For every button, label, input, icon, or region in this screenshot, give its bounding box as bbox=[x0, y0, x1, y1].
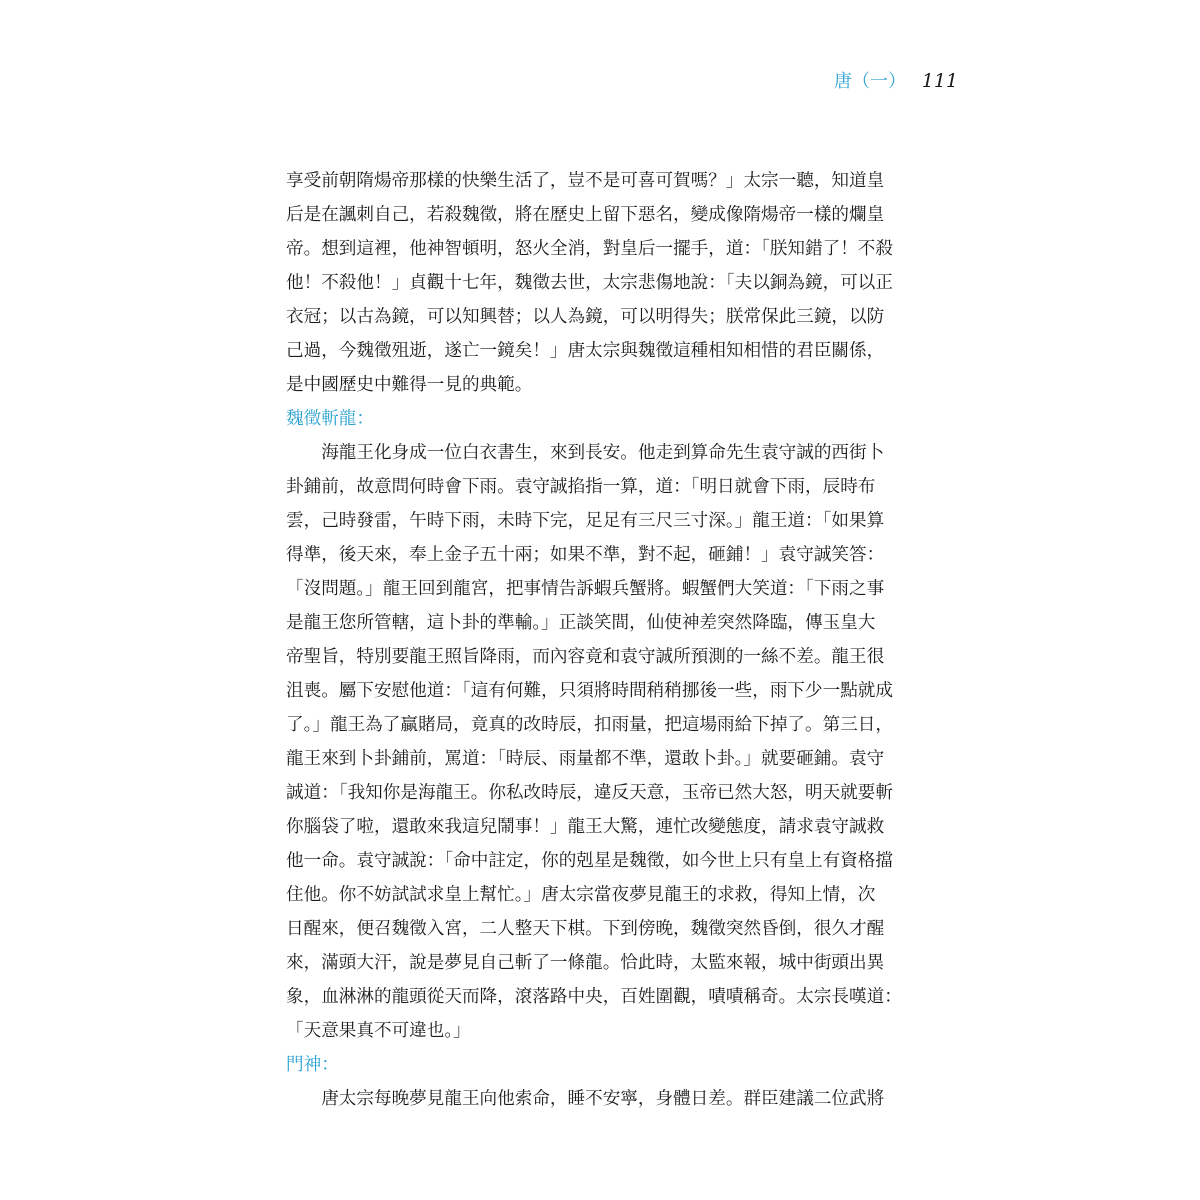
text-line: 后是在諷刺自己，若殺魏徵，將在歷史上留下惡名，變成像隋煬帝一樣的爛皇 bbox=[286, 205, 885, 225]
text-line: 「天意果真不可違也。」 bbox=[286, 1021, 471, 1041]
text-line: 龍王來到卜卦鋪前，罵道：「時辰、雨量都不準，還敢卜卦。」就要砸鋪。袁守 bbox=[286, 749, 885, 769]
text-line: 來，滿頭大汗，說是夢見自己斬了一條龍。恰此時，太監來報，城中街頭出異 bbox=[286, 953, 885, 973]
text-line: 衣冠；以古為鏡，可以知興替；以人為鏡，可以明得失；朕常保此三鏡，以防 bbox=[286, 307, 885, 327]
text-line: 住他。你不妨試試求皇上幫忙。」唐太宗當夜夢見龍王的求救，得知上情，次 bbox=[286, 885, 876, 905]
text-line: 帝。想到這裡，他神智頓明，怒火全消，對皇后一擺手，道：「朕知錯了！不殺 bbox=[286, 239, 893, 259]
text-line: 享受前朝隋煬帝那樣的快樂生活了，豈不是可喜可賀嗎？」太宗一聽，知道皇 bbox=[286, 171, 885, 191]
text-line: 己過，今魏徵殂逝，遂亡一鏡矣！」唐太宗與魏徵這種相知相惜的君臣關係， bbox=[286, 341, 885, 361]
text-line: 象，血淋淋的龍頭從天而降，滾落路中央，百姓圍觀，嘖嘖稱奇。太宗長嘆道： bbox=[286, 987, 902, 1007]
chapter-title: 唐（一） bbox=[834, 71, 906, 92]
text-line: 日醒來，便召魏徵入宮，二人整天下棋。下到傍晚，魏徵突然昏倒，很久才醒 bbox=[286, 919, 885, 939]
text-line: 你腦袋了啦，還敢來我這兒鬧事！」龍王大驚，連忙改變態度，請求袁守誠救 bbox=[286, 817, 885, 837]
body-text bbox=[286, 164, 916, 1116]
text-line: 卦鋪前，故意問何時會下雨。袁守誠掐指一算，道：「明日就會下雨，辰時布 bbox=[286, 477, 876, 497]
text-line: 「沒問題。」龍王回到龍宮，把事情告訴蝦兵蟹將。蝦蟹們大笑道：「下雨之事 bbox=[286, 579, 885, 599]
text-line: 他！不殺他！」貞觀十七年，魏徵去世，太宗悲傷地說：「夫以銅為鏡，可以正 bbox=[286, 273, 893, 293]
text-line: 誠道：「我知你是海龍王。你私改時辰，違反天意，玉帝已然大怒，明天就要斬 bbox=[286, 783, 893, 803]
section-heading-menshen: 門神： bbox=[286, 1055, 339, 1075]
text-line: 了。」龍王為了贏賭局，竟真的改時辰，扣雨量，把這場雨給下掉了。第三日， bbox=[286, 715, 893, 735]
text-line: 是龍王您所管轄，這卜卦的準輸。」正談笑間，仙使神差突然降臨，傳玉皇大 bbox=[286, 613, 876, 633]
page-number: 111 bbox=[921, 70, 958, 92]
text-line: 海龍王化身成一位白衣書生，來到長安。他走到算命先生袁守誠的西街卜 bbox=[286, 443, 885, 463]
running-header bbox=[834, 68, 958, 95]
text-line: 沮喪。屬下安慰他道：「這有何難，只須將時間稍稍挪後一些，雨下少一點就成 bbox=[286, 681, 893, 701]
section-heading-weizheng-zhanlong: 魏徵斬龍： bbox=[286, 409, 374, 429]
text-line: 他一命。袁守誠說：「命中註定，你的剋星是魏徵，如今世上只有皇上有資格擋 bbox=[286, 851, 893, 871]
text-line: 唐太宗每晚夢見龍王向他索命，睡不安寧，身體日差。群臣建議二位武將 bbox=[286, 1089, 885, 1109]
text-line: 帝聖旨，特別要龍王照旨降雨，而內容竟和袁守誠所預測的一絲不差。龍王很 bbox=[286, 647, 885, 667]
text-line: 是中國歷史中難得一見的典範。 bbox=[286, 375, 533, 395]
text-line: 得準，後天來，奉上金子五十兩；如果不準，對不起，砸鋪！」袁守誠笑答： bbox=[286, 545, 885, 565]
text-line: 雲，己時發雷，午時下雨，未時下完，足足有三尺三寸深。」龍王道：「如果算 bbox=[286, 511, 885, 531]
